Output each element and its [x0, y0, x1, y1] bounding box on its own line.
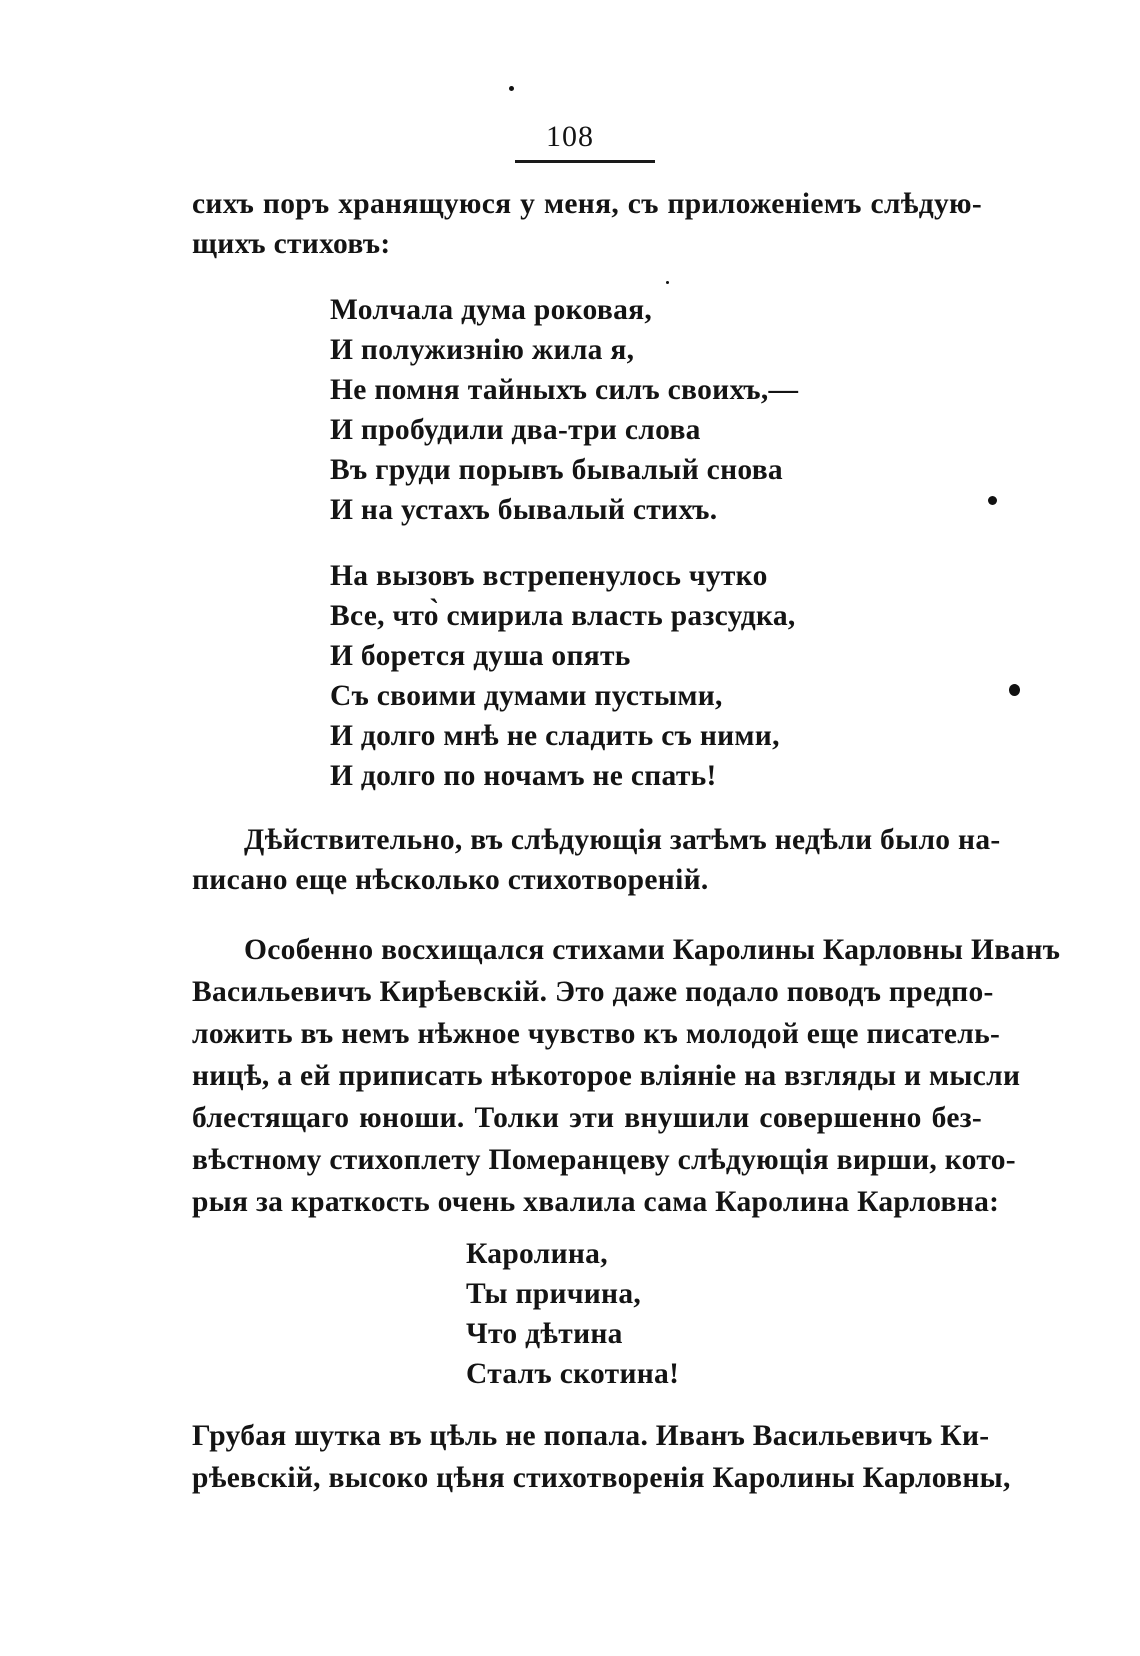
- verse-line: И долго по ночамъ не спать!: [330, 760, 717, 792]
- verse-line: И борется душа опять: [330, 640, 631, 672]
- paragraph-line: рыя за краткость очень хвалила сама Каролина Карловна:: [192, 1186, 1000, 1218]
- verse-line: Что дѣтина: [466, 1318, 623, 1350]
- paragraph-line: Грубая шутка въ цѣль не попала. Иванъ Васильевичъ Ки-: [192, 1420, 990, 1452]
- page-number: 108: [546, 120, 594, 153]
- verse-line: Въ груди порывъ бывалый снова: [330, 454, 783, 486]
- paragraph-line: ложить въ немъ нѣжное чувство къ молодой еще писатель-: [192, 1018, 1001, 1050]
- paragraph-line: сихъ поръ хранящуюся у меня, съ приложенiемъ слѣдую-: [192, 188, 982, 220]
- paragraph-line: щихъ стиховъ:: [192, 228, 391, 260]
- verse-line: Сталъ скотина!: [466, 1358, 680, 1390]
- verse-line: И на устахъ бывалый стихъ.: [330, 494, 718, 526]
- scan-speck: [1009, 684, 1020, 696]
- paragraph-line: писано еще нѣсколько стихотворенiй.: [192, 864, 709, 896]
- verse-line: И долго мнѣ не сладить съ ними,: [330, 720, 780, 752]
- page-number-rule: [515, 160, 655, 163]
- verse-line: И полужизнiю жила я,: [330, 334, 635, 366]
- verse-line: И пробудили два-три слова: [330, 414, 701, 446]
- verse-line: Ты причина,: [466, 1278, 642, 1310]
- verse-line: На вызовъ встрепенулось чутко: [330, 560, 768, 592]
- paragraph-line: Особенно восхищался стихами Каролины Карловны Иванъ: [244, 934, 1061, 966]
- verse-line: Не помня тайныхъ силъ своихъ,—: [330, 374, 799, 406]
- paragraph-line: Васильевичъ Кирѣевскiй. Это даже подало поводъ предпо-: [192, 976, 994, 1008]
- paragraph-line: блестящаго юноши. Толки эти внушили совершенно без-: [192, 1102, 982, 1134]
- paragraph-line: рѣевскiй, высоко цѣня стихотворенiя Каролины Карловны,: [192, 1462, 1011, 1494]
- scan-speck: [988, 496, 997, 505]
- scan-speck: [509, 86, 514, 91]
- paragraph-line: Дѣйствительно, въ слѣдующiя затѣмъ недѣли было на-: [244, 824, 1001, 856]
- verse-line: Каролина,: [466, 1238, 608, 1270]
- scan-speck: [666, 281, 669, 284]
- paragraph-line: ницѣ, а ей приписать нѣкоторое влiянiе на взгляды и мысли: [192, 1060, 1021, 1092]
- verse-line: Молчала дума роковая,: [330, 294, 653, 326]
- paragraph-line: вѣстному стихоплету Померанцеву слѣдующiя вирши, кото-: [192, 1144, 1016, 1176]
- verse-line: Съ своими думами пустыми,: [330, 680, 723, 712]
- verse-line: Все, что̀ смирила власть разсудка,: [330, 600, 796, 632]
